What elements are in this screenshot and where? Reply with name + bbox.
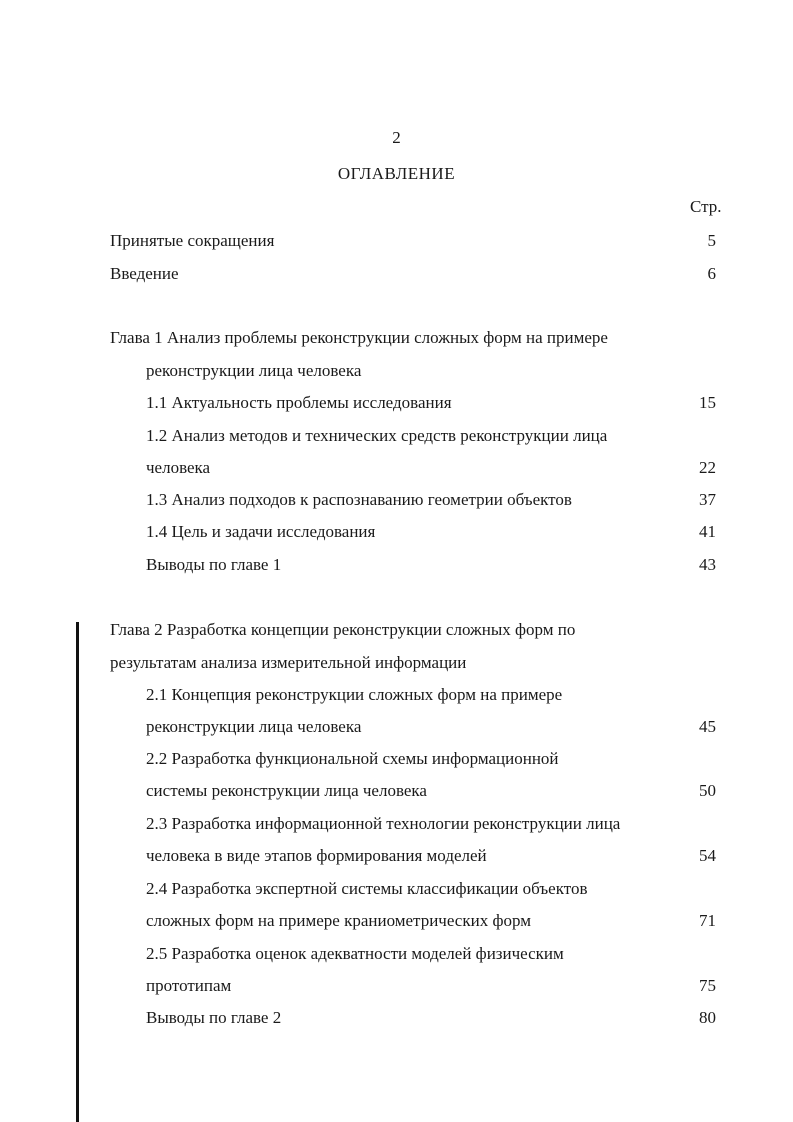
toc-section-1-2: 1.2 Анализ методов и технических средств реконструкции лица [146, 426, 608, 445]
toc-page-number: 5 [707, 231, 716, 250]
toc-section-2-3: 2.3 Разработка информационной технологии реконструкции лица [146, 814, 621, 833]
toc-page-number: 22 [699, 458, 716, 477]
toc-title: ОГЛАВЛЕНИЕ [337, 164, 456, 183]
toc-section-2-2-cont: системы реконструкции лица человека [146, 781, 427, 800]
toc-section-2-4-cont: сложных форм на примере краниометрических форм [146, 911, 531, 930]
toc-page-number: 41 [699, 522, 716, 541]
toc-page-number: 43 [699, 555, 716, 574]
scan-edge-shadow [76, 622, 79, 1122]
toc-section-1-1: 1.1 Актуальность проблемы исследования [146, 393, 452, 412]
toc-page-number: 80 [699, 1008, 716, 1027]
page-column-label: Стр. [690, 197, 722, 216]
toc-page-number: 15 [699, 393, 716, 412]
toc-section-2-1-cont: реконструкции лица человека [146, 717, 362, 736]
toc-chapter-1-title-cont: реконструкции лица человека [146, 361, 362, 380]
toc-section-2-2: 2.2 Разработка функциональной схемы информационной [146, 749, 559, 768]
page-number: 2 [392, 128, 401, 147]
toc-section-2-1: 2.1 Концепция реконструкции сложных форм на примере [146, 685, 563, 704]
toc-chapter-2-conclusions: Выводы по главе 2 [146, 1008, 282, 1027]
toc-section-1-3: 1.3 Анализ подходов к распознаванию геометрии объектов [146, 490, 572, 509]
toc-section-1-4: 1.4 Цель и задачи исследования [146, 522, 376, 541]
toc-entry-introduction: Введение [110, 264, 179, 283]
toc-page-number: 75 [699, 976, 716, 995]
toc-section-2-5: 2.5 Разработка оценок адекватности моделей физическим [146, 944, 564, 963]
toc-page-number: 54 [699, 846, 716, 865]
toc-chapter-2-title-cont: результатам анализа измерительной информации [110, 653, 467, 672]
toc-section-2-4: 2.4 Разработка экспертной системы классификации объектов [146, 879, 588, 898]
toc-page-number: 50 [699, 781, 716, 800]
toc-page-number: 37 [699, 490, 716, 509]
toc-entry-abbreviations: Принятые сокращения [110, 231, 275, 250]
toc-page-number: 6 [707, 264, 716, 283]
toc-page-number: 71 [699, 911, 716, 930]
toc-page-number: 45 [699, 717, 716, 736]
toc-section-2-5-cont: прототипам [146, 976, 232, 995]
toc-chapter-1-title: Глава 1 Анализ проблемы реконструкции сложных форм на примере [110, 328, 608, 347]
toc-chapter-1-conclusions: Выводы по главе 1 [146, 555, 282, 574]
toc-section-2-3-cont: человека в виде этапов формирования моделей [146, 846, 487, 865]
toc-chapter-2-title: Глава 2 Разработка концепции реконструкции сложных форм по [110, 620, 576, 639]
toc-section-1-2-cont: человека [146, 458, 211, 477]
